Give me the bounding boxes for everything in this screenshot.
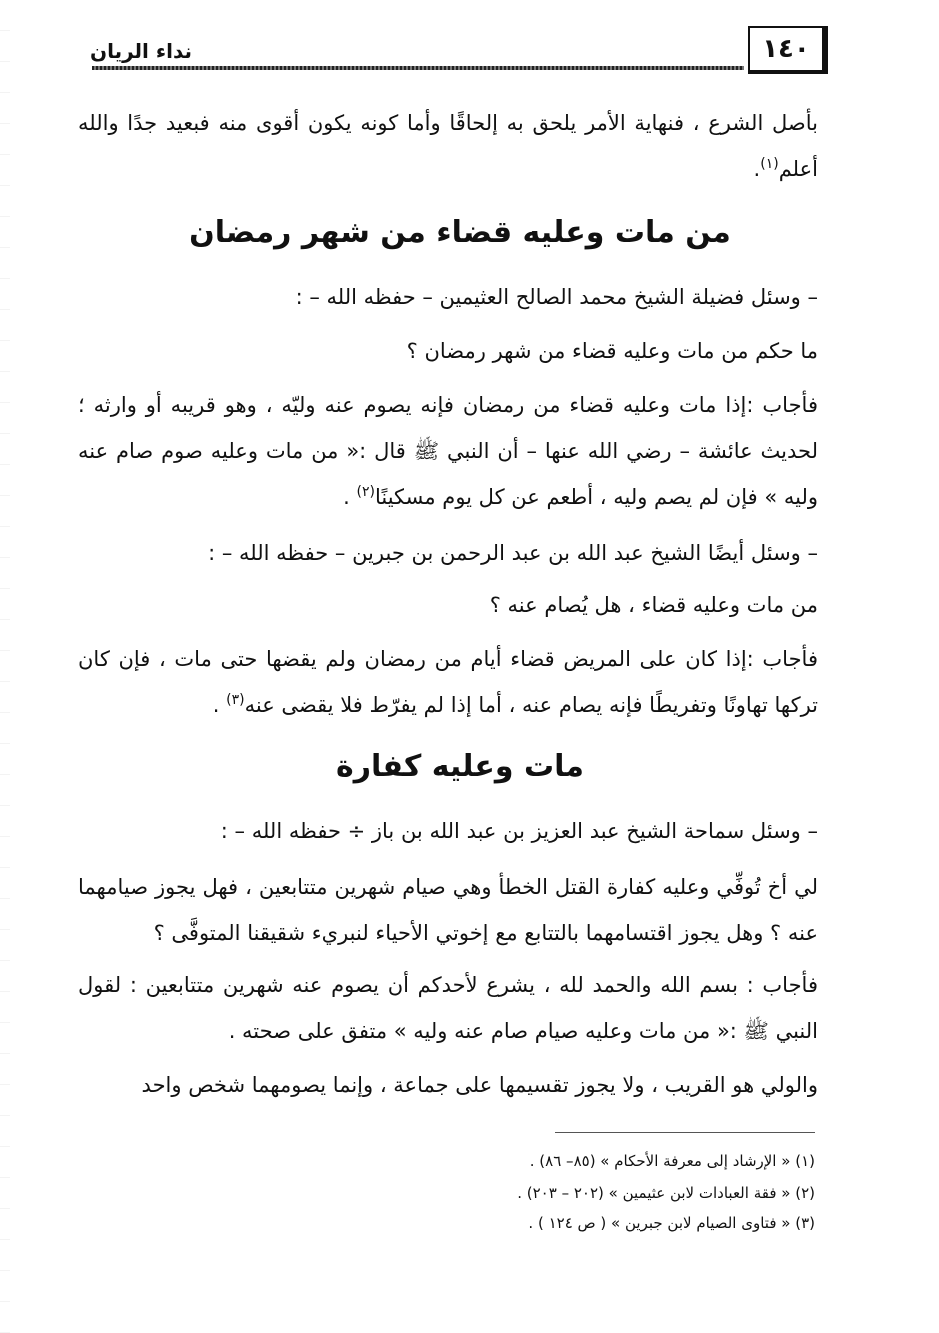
intro-end: . (753, 157, 761, 181)
footnote-rule (555, 1132, 815, 1133)
footnote-3-num: (٣) (795, 1214, 815, 1232)
page-number: ١٤٠ (748, 26, 828, 74)
footnote-ref-1: (١) (760, 156, 779, 172)
answer-2 (78, 636, 818, 728)
question-intro-3: – وسئل سماحة الشيخ عبد العزيز بن عبد الله بن باز ÷ حفظه الله – : (220, 819, 818, 843)
footnote-2 (300, 1178, 815, 1208)
answer-2-end: . (212, 693, 220, 717)
answer-2-text: فأجاب :إذا كان على المريض قضاء أيام من رمضان ولم يقضها حتى مات ، فإن كان تركها تهاونًا وتفريطًا فإنه يصام عنه ، أما إذا لم يفرّط فلا يقضى عنه (78, 647, 818, 717)
question-3: لي أخ تُوفِّي وعليه كفارة القتل الخطأ وهي صيام شهرين متتابعين ، فهل يجوز صيامهما عنه ؟ وهل يجوز اقتسامهما بالتتابع مع إخوتي الأحياء لنبريء شقيقنا المتوفَّى ؟ (78, 875, 818, 945)
footnote-2-num: (٢) (795, 1184, 815, 1202)
footnote-ref-2: (٢) (356, 484, 375, 500)
answer-1-end: . (343, 485, 350, 509)
footnote-1 (300, 1146, 815, 1176)
footnote-3 (300, 1208, 815, 1238)
answer-3: فأجاب : بسم الله والحمد لله ، يشرع لأحدكم أن يصوم عنه شهرين متتابعين : لقول النبي ﷺ :« من مات وعليه صيام صام عنه وليه » متفق على صحته . (78, 973, 818, 1043)
running-title: نداء الريان (90, 39, 193, 63)
intro-paragraph (78, 100, 818, 192)
footnote-3-text: « فتاوى الصيام لابن جبرين » ( ص ١٢٤ ) . (528, 1214, 791, 1232)
header-rule (92, 66, 744, 70)
section-heading-2: مات وعليه كفارة (336, 749, 584, 784)
answer-1 (78, 382, 818, 520)
question-2: من مات وعليه قضاء ، هل يُصام عنه ؟ (489, 593, 818, 617)
answer-1-text: فأجاب :إذا مات وعليه قضاء من رمضان فإنه يصوم عنه وليّه ، وهو قريبه أو وارثه ؛ لحديث عائشة – رضي الله عنها – أن النبي ﷺ قال :« من مات وعليه صوم صام عنه وليه » فإن لم يصم وليه ، أطعم عن كل يوم مسكينًا (78, 393, 818, 509)
question-intro-2: – وسئل أيضًا الشيخ عبد الله بن عبد الرحمن بن جبرين – حفظه الله – : (208, 541, 818, 565)
scan-edge (0, 0, 10, 1333)
answer-3-continued: والولي هو القريب ، ولا يجوز تقسيمها على جماعة ، وإنما يصومهما شخص واحد (141, 1073, 818, 1097)
footnote-ref-3: (٣) (226, 692, 245, 708)
question-intro-1: – وسئل فضيلة الشيخ محمد الصالح العثيمين – حفظه الله – : (295, 285, 818, 309)
intro-text: بأصل الشرع ، فنهاية الأمر يلحق به إلحاقًا وأما كونه يكون أقوى منه فبعيد جدًا والله أعلم (78, 111, 818, 181)
section-heading-1: من مات وعليه قضاء من شهر رمضان (189, 215, 731, 250)
footnote-1-num: (١) (795, 1152, 815, 1170)
footnote-2-text: « فقة العبادات لابن عثيمين » (٢٠٢ – ٢٠٣) . (517, 1184, 791, 1202)
question-1: ما حكم من مات وعليه قضاء من شهر رمضان ؟ (406, 339, 818, 363)
footnote-1-text: « الإرشاد إلى معرفة الأحكام » (٨٥– ٨٦) . (529, 1152, 791, 1170)
